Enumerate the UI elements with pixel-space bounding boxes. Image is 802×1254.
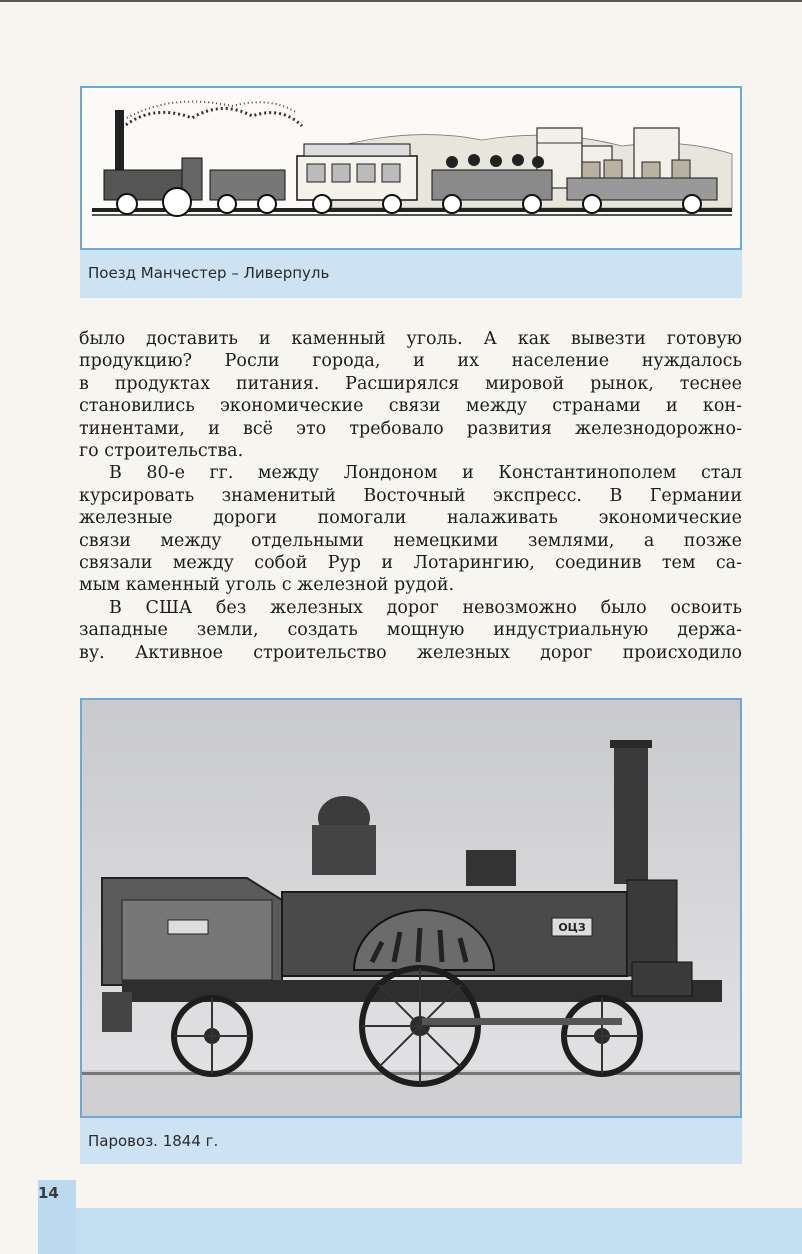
locomotive-drawing — [82, 700, 740, 1116]
tender-plate — [168, 920, 208, 934]
text-line: мым каменный уголь с железной рудой. — [79, 575, 455, 596]
text-line: В 80-е гг. между Лондоном и Константинополем стал — [109, 463, 742, 484]
text-line: железные дороги помогали налаживать экономические — [79, 508, 742, 529]
locomotive-photo — [80, 698, 742, 1118]
text-line: курсировать знаменитый Восточный экспресс. В Германии — [79, 485, 742, 506]
train-drawing — [82, 88, 740, 248]
body-text — [79, 328, 742, 664]
text-line: связи между отдельными немецкими землями, а позже — [79, 530, 742, 551]
top-rule — [0, 0, 802, 2]
train-caption: Поезд Манчестер – Ливерпуль — [80, 250, 742, 298]
number-plate-label: ОЦЗ — [558, 921, 586, 934]
train-illustration — [80, 86, 742, 250]
locomotive-caption: Паровоз. 1844 г. — [80, 1118, 742, 1164]
text-line: западные земли, создать мощную индустриальную держа- — [79, 620, 742, 641]
text-line: становились экономические связи между странами и кон- — [79, 396, 742, 417]
text-line: связали между собой Рур и Лотарингию, соединив тем са- — [79, 553, 742, 574]
page-number: 14 — [38, 1184, 59, 1202]
text-line: В США без железных дорог невозможно было освоить — [109, 597, 742, 618]
text-line: было доставить и каменный уголь. А как вывезти готовую — [79, 329, 742, 349]
text-line: ву. Активное строительство железных дорог происходило — [79, 642, 742, 663]
text-line: в продуктах питания. Расширялся мировой рынок, теснее — [79, 373, 742, 394]
footer-band — [74, 1208, 802, 1254]
text-line: тинентами, и всё это требовало развития железнодорожно- — [79, 418, 742, 439]
text-line: го строительства. — [79, 441, 244, 462]
text-line: продукцию? Росли города, и их население нуждалось — [79, 351, 742, 372]
